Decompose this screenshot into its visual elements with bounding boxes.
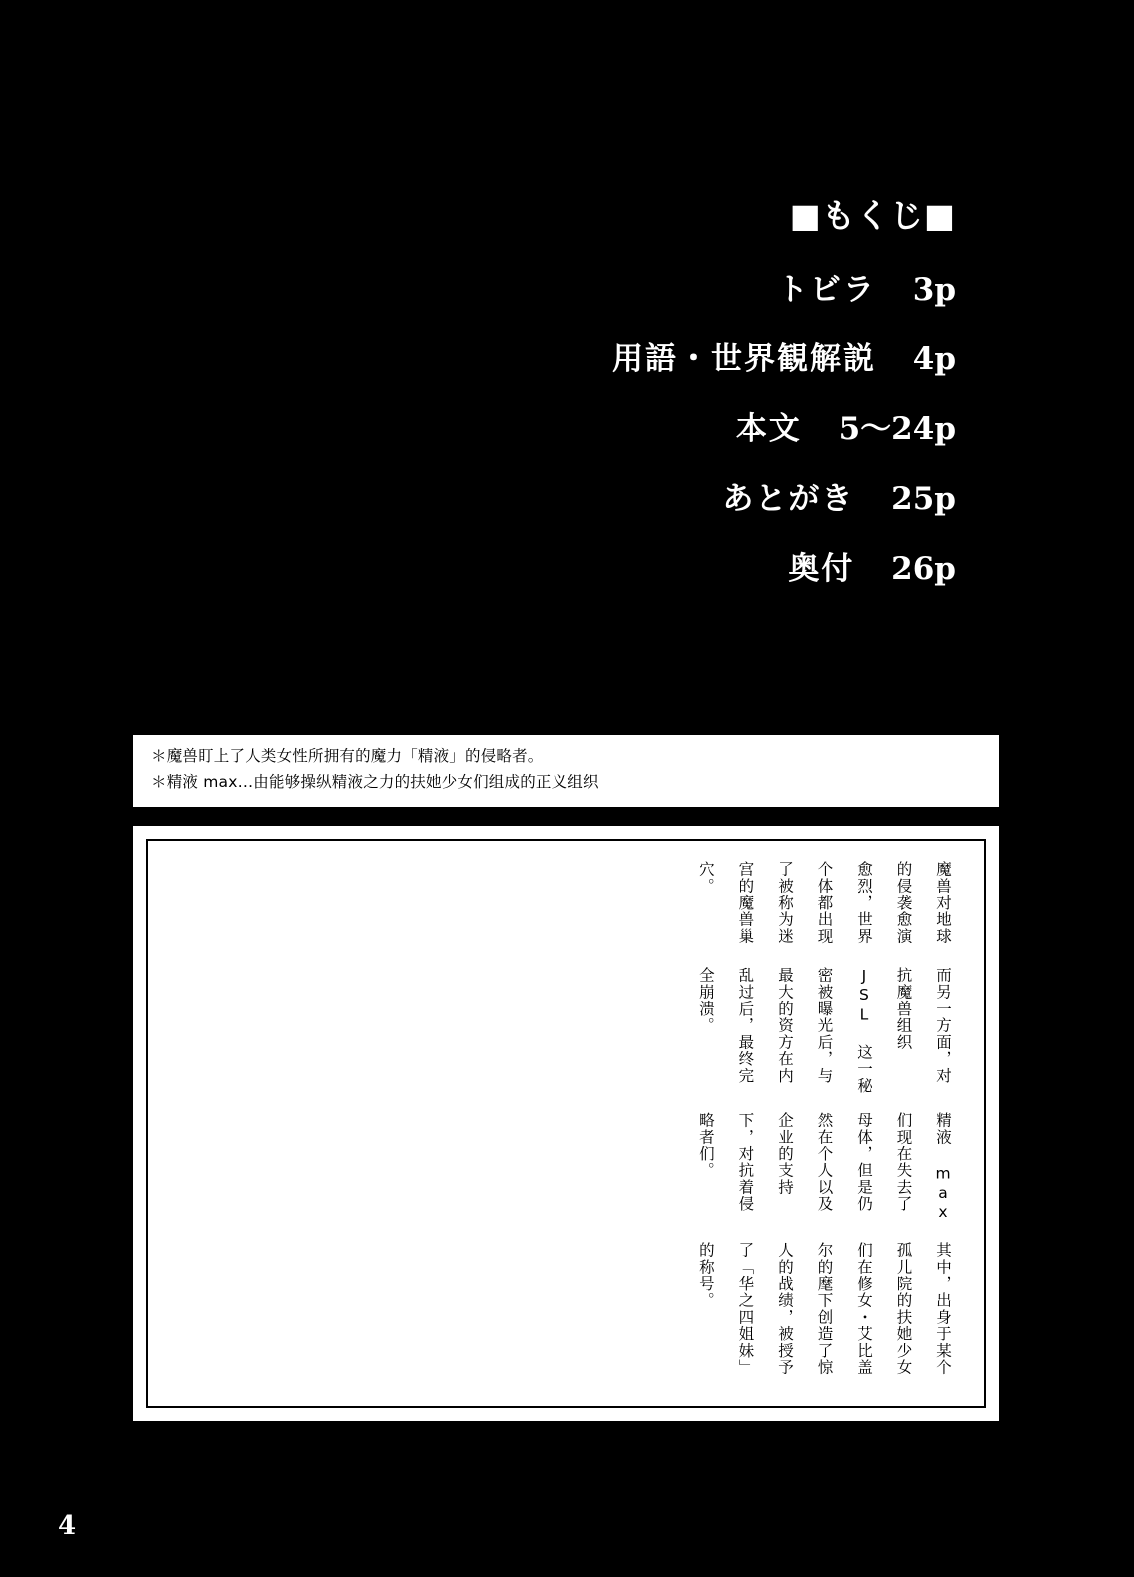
toc-entry-label: 奥付 (788, 550, 855, 587)
paragraph: 其中，出身于某个孤儿院的扶她少女们在修女・艾比盖尔的麾下创造了惊人的战绩，被授予了「华之四姐妹」的称号。 (696, 1242, 952, 1376)
toc-entry-colophon (236, 549, 956, 591)
vertical-text-body (262, 861, 962, 1391)
toc-entry-page: 5〜24p (838, 411, 956, 448)
column-gap (948, 1228, 962, 1242)
toc-entry-glossary (236, 339, 956, 381)
column-gap (948, 953, 962, 967)
toc-entry-label: トビラ (776, 271, 876, 308)
glossary-line: ＊精液 max…由能够操纵精液之力的扶她少女们组成的正义组织 (151, 772, 599, 791)
page-number: 4 (58, 1511, 77, 1541)
glossary-strip (133, 735, 999, 807)
glossary-line: ＊魔兽盯上了人类女性所拥有的魔力「精液」的侵略者。 (151, 747, 544, 765)
toc-entry-main (236, 409, 956, 451)
toc-entry-page: 25p (891, 481, 956, 518)
toc-title: ■もくじ■ (789, 196, 956, 235)
paragraph: 而另一方面，对抗魔兽组织 JSL 这一秘密被曝光后，与最大的资方在内乱过后，最终完全崩溃。 (696, 966, 952, 1094)
toc-entry-page: 3p (912, 271, 956, 308)
paragraph: 精液 max 们现在失去了母体，但是仍然在个人以及企业的支持下，对抗着侵略者们。 (696, 1111, 952, 1222)
toc-entry-page: 26p (891, 550, 956, 587)
toc-entry-afterword (236, 479, 956, 521)
table-of-contents (236, 196, 956, 619)
toc-entry-label: あとがき (722, 481, 855, 518)
world-setting-panel-border (146, 839, 986, 1408)
toc-entry-label: 用語・世界観解説 (611, 341, 876, 378)
world-setting-panel (133, 826, 999, 1421)
column-gap (948, 1098, 962, 1112)
paragraph: 魔兽对地球的侵袭愈演愈烈，世界个体都出现了被称为迷宫的魔兽巢穴。 (696, 861, 952, 945)
toc-entry-label: 本文 (735, 411, 802, 448)
toc-entry-page: 4p (912, 341, 956, 378)
toc-entry-tobira (236, 270, 956, 312)
